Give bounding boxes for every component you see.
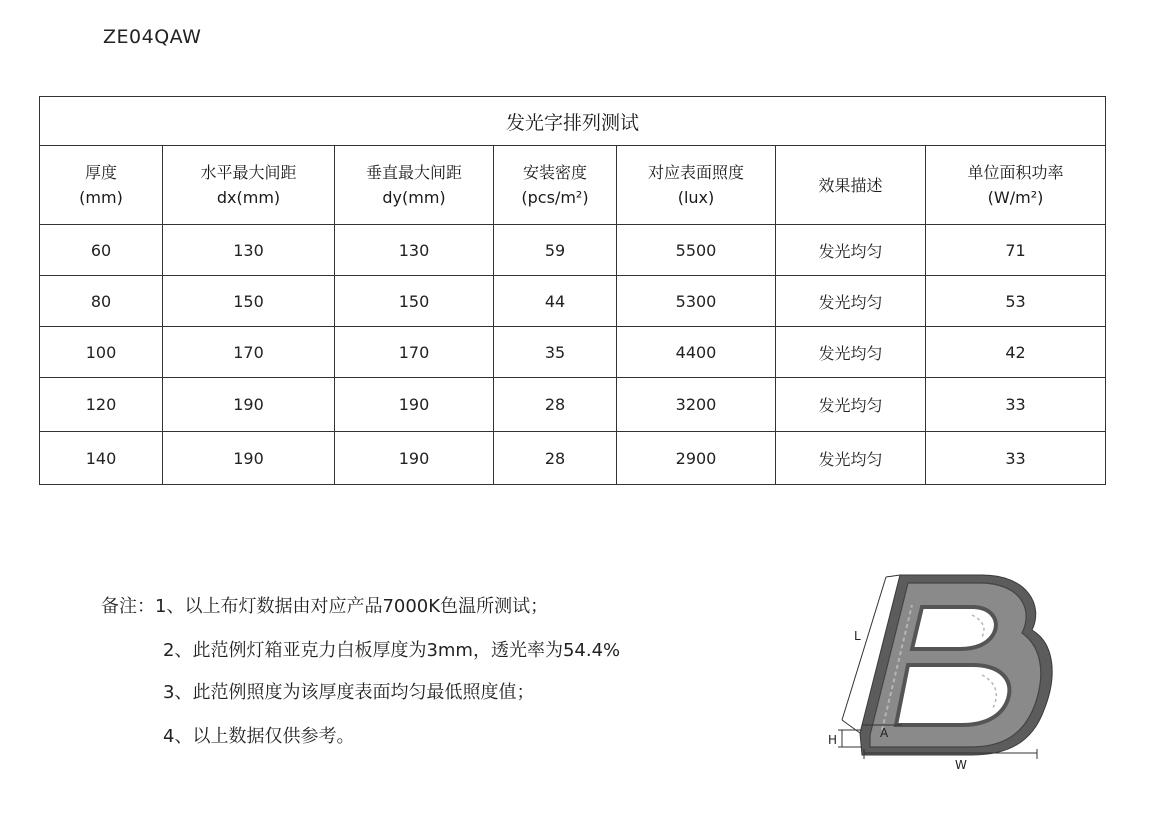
table-row	[40, 432, 1106, 485]
cell-thickness: 120	[40, 378, 163, 432]
cell-thickness: 140	[40, 432, 163, 485]
cell-density: 44	[494, 276, 617, 327]
table-title: 发光字排列测试	[40, 97, 1106, 146]
header-vertical-spacing	[335, 146, 494, 225]
header-label: 垂直最大间距	[365, 163, 462, 182]
cell-thickness: 80	[40, 276, 163, 327]
cell-effect: 发光均匀	[776, 225, 926, 276]
dim-label-w: W	[955, 758, 967, 772]
cell-illuminance: 3200	[617, 378, 776, 432]
header-effect-description	[776, 146, 926, 225]
cell-dx: 150	[163, 276, 335, 327]
cell-dy: 130	[335, 225, 494, 276]
cell-density: 35	[494, 327, 617, 378]
table-header-row	[40, 146, 1106, 225]
header-horizontal-spacing	[163, 146, 335, 225]
cell-illuminance: 2900	[617, 432, 776, 485]
header-unit: dy(mm)	[382, 188, 446, 207]
cell-power: 71	[926, 225, 1106, 276]
cell-illuminance: 5300	[617, 276, 776, 327]
header-unit: dx(mm)	[216, 188, 281, 207]
cell-effect: 发光均匀	[776, 276, 926, 327]
note-line-4: 4、以上数据仅供参考。	[163, 726, 355, 747]
note-line-3: 3、此范例照度为该厚度表面均匀最低照度值；	[163, 682, 535, 703]
header-thickness	[40, 146, 163, 225]
channel-letter-b-diagram	[822, 565, 1062, 780]
cell-illuminance: 4400	[617, 327, 776, 378]
cell-effect: 发光均匀	[776, 432, 926, 485]
header-label: 对应表面照度	[647, 163, 744, 182]
cell-dy: 170	[335, 327, 494, 378]
dim-label-l: L	[854, 629, 861, 643]
header-unit: (pcs/m²)	[521, 188, 589, 207]
cell-density: 28	[494, 432, 617, 485]
cell-power: 33	[926, 432, 1106, 485]
header-label: 安装密度	[522, 163, 587, 182]
cell-density: 28	[494, 378, 617, 432]
header-unit: (W/m²)	[987, 188, 1044, 207]
table-row	[40, 327, 1106, 378]
cell-thickness: 100	[40, 327, 163, 378]
header-label: 厚度	[84, 163, 117, 182]
cell-dy: 190	[335, 378, 494, 432]
cell-dx: 190	[163, 432, 335, 485]
cell-power: 33	[926, 378, 1106, 432]
header-label: 单位面积功率	[967, 163, 1064, 182]
cell-dx: 170	[163, 327, 335, 378]
note-line-1	[101, 592, 548, 618]
cell-thickness: 60	[40, 225, 163, 276]
model-code: ZE04QAW	[103, 26, 202, 48]
header-unit: (lux)	[677, 188, 715, 207]
cell-power: 42	[926, 327, 1106, 378]
dim-label-a: A	[880, 726, 889, 740]
table-row	[40, 276, 1106, 327]
led-layout-test-table	[39, 96, 1106, 485]
cell-density: 59	[494, 225, 617, 276]
header-install-density	[494, 146, 617, 225]
cell-effect: 发光均匀	[776, 378, 926, 432]
table-row	[40, 378, 1106, 432]
cell-power: 53	[926, 276, 1106, 327]
cell-dx: 190	[163, 378, 335, 432]
header-label: 水平最大间距	[200, 163, 297, 182]
cell-illuminance: 5500	[617, 225, 776, 276]
note-item: 1、以上布灯数据由对应产品7000K色温所测试；	[155, 596, 549, 617]
note-line-2: 2、此范例灯箱亚克力白板厚度为3mm，透光率为54.4%	[163, 640, 621, 661]
header-unit: (mm)	[79, 188, 123, 207]
header-surface-illuminance	[617, 146, 776, 225]
cell-dx: 130	[163, 225, 335, 276]
notes-prefix: 备注：	[101, 596, 155, 617]
cell-effect: 发光均匀	[776, 327, 926, 378]
header-power-per-area	[926, 146, 1106, 225]
dim-label-h: H	[828, 733, 838, 747]
table-row	[40, 225, 1106, 276]
header-label: 效果描述	[818, 175, 883, 195]
cell-dy: 190	[335, 432, 494, 485]
cell-dy: 150	[335, 276, 494, 327]
